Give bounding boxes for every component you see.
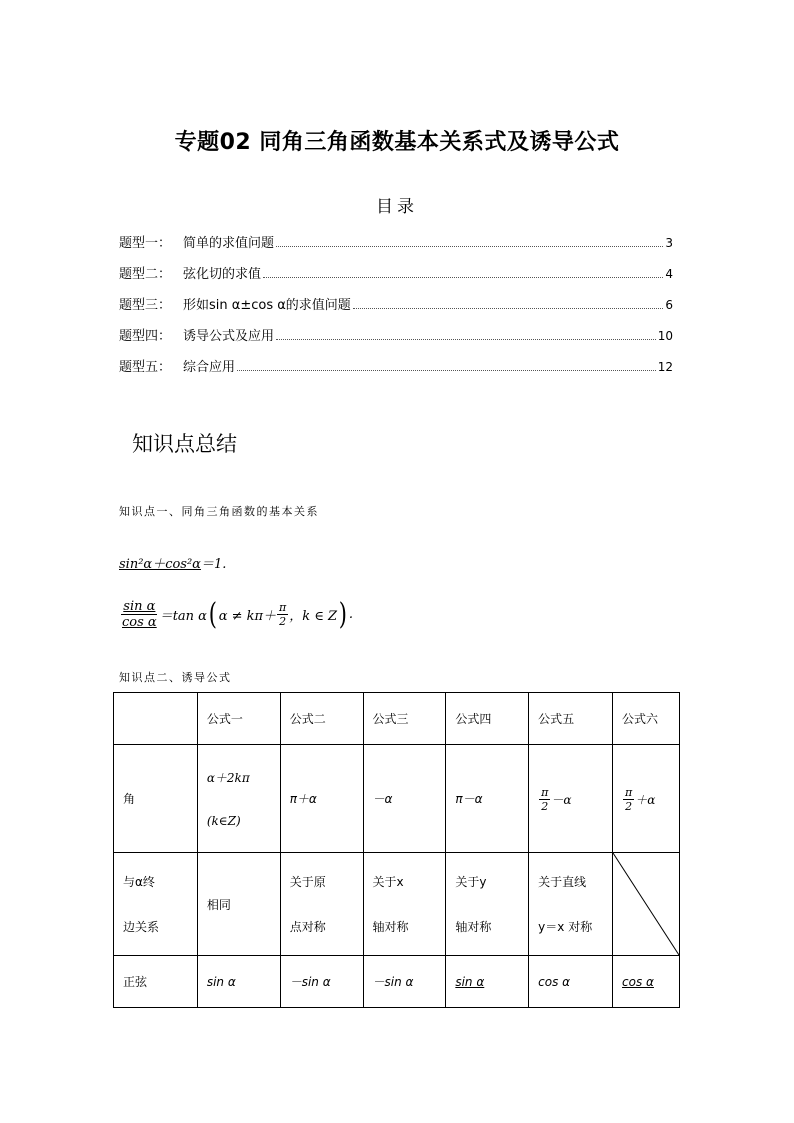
- sine-formula-6: cos α: [613, 956, 680, 1008]
- toc-leader-dots: [263, 276, 663, 278]
- fraction-denominator: 2: [279, 615, 287, 628]
- header-formula-6: 公式六: [613, 693, 680, 745]
- angle-formula-6-tail: ＋α: [635, 792, 656, 807]
- fraction-denominator: 2: [541, 799, 549, 813]
- header-formula-5: 公式五: [529, 693, 613, 745]
- fraction-denominator: 2: [625, 799, 633, 813]
- fraction-numerator: π: [279, 601, 287, 614]
- formula-lhs: sin²α＋cos²α: [119, 557, 201, 572]
- toc-item-label: 题型一：: [119, 236, 172, 251]
- toc-item-page: 3: [665, 236, 673, 250]
- empty-diagonal-cell: [613, 853, 680, 956]
- diagonal-slash-icon: [613, 853, 679, 955]
- sine-row: [114, 956, 680, 1008]
- summary-heading: 知识点总结: [132, 432, 237, 456]
- fraction-denominator: cos α: [122, 615, 157, 630]
- relation-formula-2: 关于原 点对称: [280, 853, 363, 956]
- angle-formula-5-tail: －α: [551, 792, 572, 807]
- left-paren: (: [208, 596, 217, 632]
- right-paren: ): [338, 596, 348, 632]
- toc-item-label: 题型四：: [119, 329, 172, 344]
- fraction-numerator: π: [541, 785, 549, 799]
- toc-leader-dots: [276, 245, 663, 247]
- sine-formula-4: sin α: [446, 956, 529, 1008]
- toc-item-label: 题型二：: [119, 267, 172, 282]
- angle-formula-1-bottom: (k∈Z): [206, 814, 241, 828]
- toc-leader-dots: [353, 307, 664, 309]
- angle-formula-6: [613, 745, 680, 853]
- formula-rhs: ＝1.: [200, 557, 227, 572]
- row-label-relation: 与α终 边关系: [114, 853, 198, 956]
- table-header-row: [114, 693, 680, 745]
- toc-item-page: 6: [665, 298, 673, 312]
- toc-item-label: 题型三：: [119, 298, 172, 313]
- relation-formula-1: 相同: [197, 853, 280, 956]
- toc-item-label: 题型五：: [119, 360, 172, 375]
- fraction-numerator: sin α: [123, 599, 156, 614]
- angle-row: [114, 745, 680, 853]
- header-formula-4: 公式四: [446, 693, 529, 745]
- toc-item-text: 弦化切的求值: [183, 267, 262, 282]
- fraction-numerator: π: [625, 785, 633, 799]
- toc-item-text: 诱导公式及应用: [183, 329, 275, 344]
- knowledge-point-2-heading: 知识点二、诱导公式: [119, 671, 232, 684]
- toc-item-page: 12: [657, 360, 673, 374]
- pythagorean-identity: [119, 553, 226, 572]
- toc-item-page: 10: [657, 329, 673, 343]
- toc-item-4[interactable]: [119, 325, 673, 356]
- angle-formula-5: [529, 745, 613, 853]
- toc-item-5[interactable]: [119, 356, 673, 387]
- sine-formula-3: －sin α: [363, 956, 446, 1008]
- toc-heading: 目录: [376, 197, 418, 217]
- header-formula-2: 公式二: [280, 693, 363, 745]
- quotient-identity: [119, 596, 353, 632]
- condition-part-2: ，k ∈ Z: [289, 609, 338, 624]
- tan-equals: ＝tan α: [159, 609, 207, 624]
- table-of-contents: [119, 232, 673, 387]
- condition-part-1: α ≠ kπ＋: [218, 609, 277, 624]
- toc-item-3[interactable]: [119, 294, 673, 325]
- pi-over-two-fraction: [623, 786, 634, 813]
- table-corner-cell: [114, 693, 198, 745]
- header-formula-1: 公式一: [197, 693, 280, 745]
- terminal-side-relation-row: [114, 853, 680, 956]
- page-title: 专题02 同角三角函数基本关系式及诱导公式: [174, 130, 620, 155]
- formula-end: .: [348, 607, 353, 622]
- toc-leader-dots: [276, 338, 656, 340]
- row-label-sine: 正弦: [114, 956, 198, 1008]
- angle-formula-1-top: α＋2kπ: [206, 771, 250, 785]
- induction-formula-table: [113, 692, 680, 1008]
- toc-item-text: 形如sin α±cos α的求值问题: [183, 298, 351, 313]
- angle-formula-3: －α: [363, 745, 446, 853]
- relation-formula-5: 关于直线 y＝x 对称: [529, 853, 613, 956]
- toc-leader-dots: [237, 369, 656, 371]
- sine-formula-5: cos α: [529, 956, 613, 1008]
- row-label-angle: 角: [114, 745, 198, 853]
- sin-over-cos-fraction: [120, 599, 159, 630]
- relation-formula-4: 关于y 轴对称: [446, 853, 529, 956]
- toc-item-text: 简单的求值问题: [183, 236, 275, 251]
- pi-over-two-fraction: [277, 601, 288, 628]
- angle-formula-1: [197, 745, 280, 853]
- header-formula-3: 公式三: [363, 693, 446, 745]
- toc-item-page: 4: [665, 267, 673, 281]
- toc-item-1[interactable]: [119, 232, 673, 263]
- angle-formula-2: π＋α: [280, 745, 363, 853]
- toc-item-2[interactable]: [119, 263, 673, 294]
- sine-formula-2: －sin α: [280, 956, 363, 1008]
- angle-formula-4: π－α: [446, 745, 529, 853]
- pi-over-two-fraction: [539, 786, 550, 813]
- sine-formula-1: sin α: [197, 956, 280, 1008]
- toc-item-text: 综合应用: [183, 360, 236, 375]
- knowledge-point-1-heading: 知识点一、同角三角函数的基本关系: [119, 505, 319, 518]
- relation-formula-3: 关于x 轴对称: [363, 853, 446, 956]
